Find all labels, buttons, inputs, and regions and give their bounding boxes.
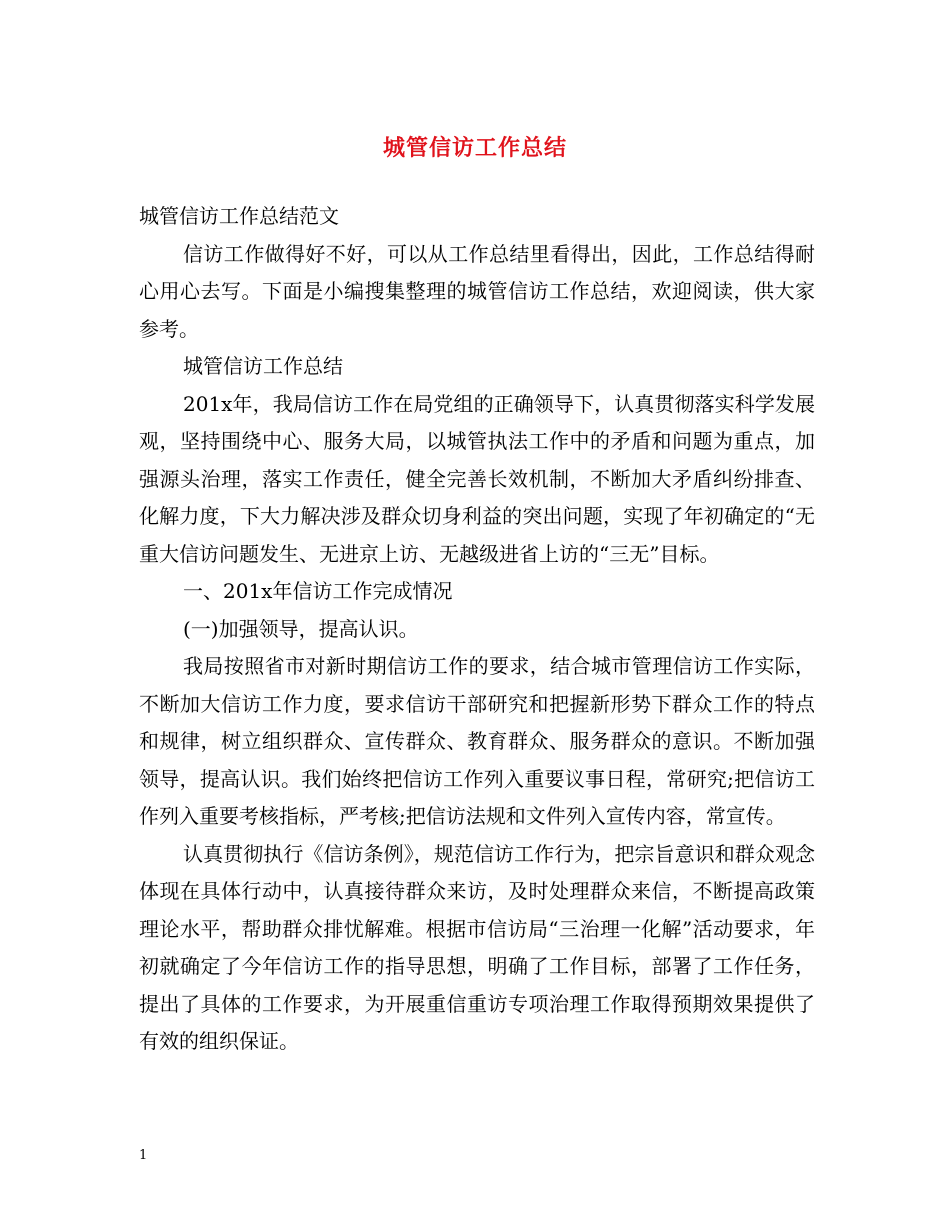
- paragraph: 我局按照省市对新时期信访工作的要求，结合城市管理信访工作实际，不断加大信访工作力度，要求信访干部研究和把握新形势下群众工作的特点和规律，树立组织群众、宣传群众、教育群众、服务群众的意识。不断加强领导，提高认识。我们始终把信访工作列入重要议事日程，常研究;把信访工作列入重要考核指标，严考核;把信访法规和文件列入宣传内容，常宣传。: [139, 654, 815, 828]
- section-heading: 一、201x年信访工作完成情况: [183, 579, 453, 603]
- paragraph: 认真贯彻执行《信访条例》，规范信访工作行为，把宗旨意识和群众观念体现在具体行动中，认真接待群众来访，及时处理群众来信，不断提高政策理论水平，帮助群众排忧解难。根据市信访局“三治理一化解”活动要求，年初就确定了今年信访工作的指导思想，明确了工作目标，部署了工作任务，提出了具体的工作要求，为开展重信重访专项治理工作取得预期效果提供了有效的组织保证。: [139, 841, 815, 1053]
- document-body: [139, 198, 815, 1061]
- section-heading: 城管信访工作总结: [183, 354, 343, 378]
- subsection-heading: (一)加强领导，提高认识。: [183, 616, 419, 641]
- paragraph: 城管信访工作总结范文: [139, 204, 339, 228]
- paragraph: 信访工作做得好不好，可以从工作总结里看得出，因此，工作总结得耐心用心去写。下面是小编搜集整理的城管信访工作总结，欢迎阅读，供大家参考。: [139, 241, 815, 341]
- paragraph: 201x年，我局信访工作在局党组的正确领导下，认真贯彻落实科学发展观，坚持围绕中心、服务大局，以城管执法工作中的矛盾和问题为重点，加强源头治理，落实工作责任，健全完善长效机制，不断加大矛盾纠纷排查、化解力度，下大力解决涉及群众切身利益的突出问题，实现了年初确定的“无重大信访问题发生、无进京上访、无越级进省上访的“三无”目标。: [139, 391, 815, 566]
- document-title: 城管信访工作总结: [382, 135, 567, 161]
- page-number: 1: [139, 1148, 148, 1163]
